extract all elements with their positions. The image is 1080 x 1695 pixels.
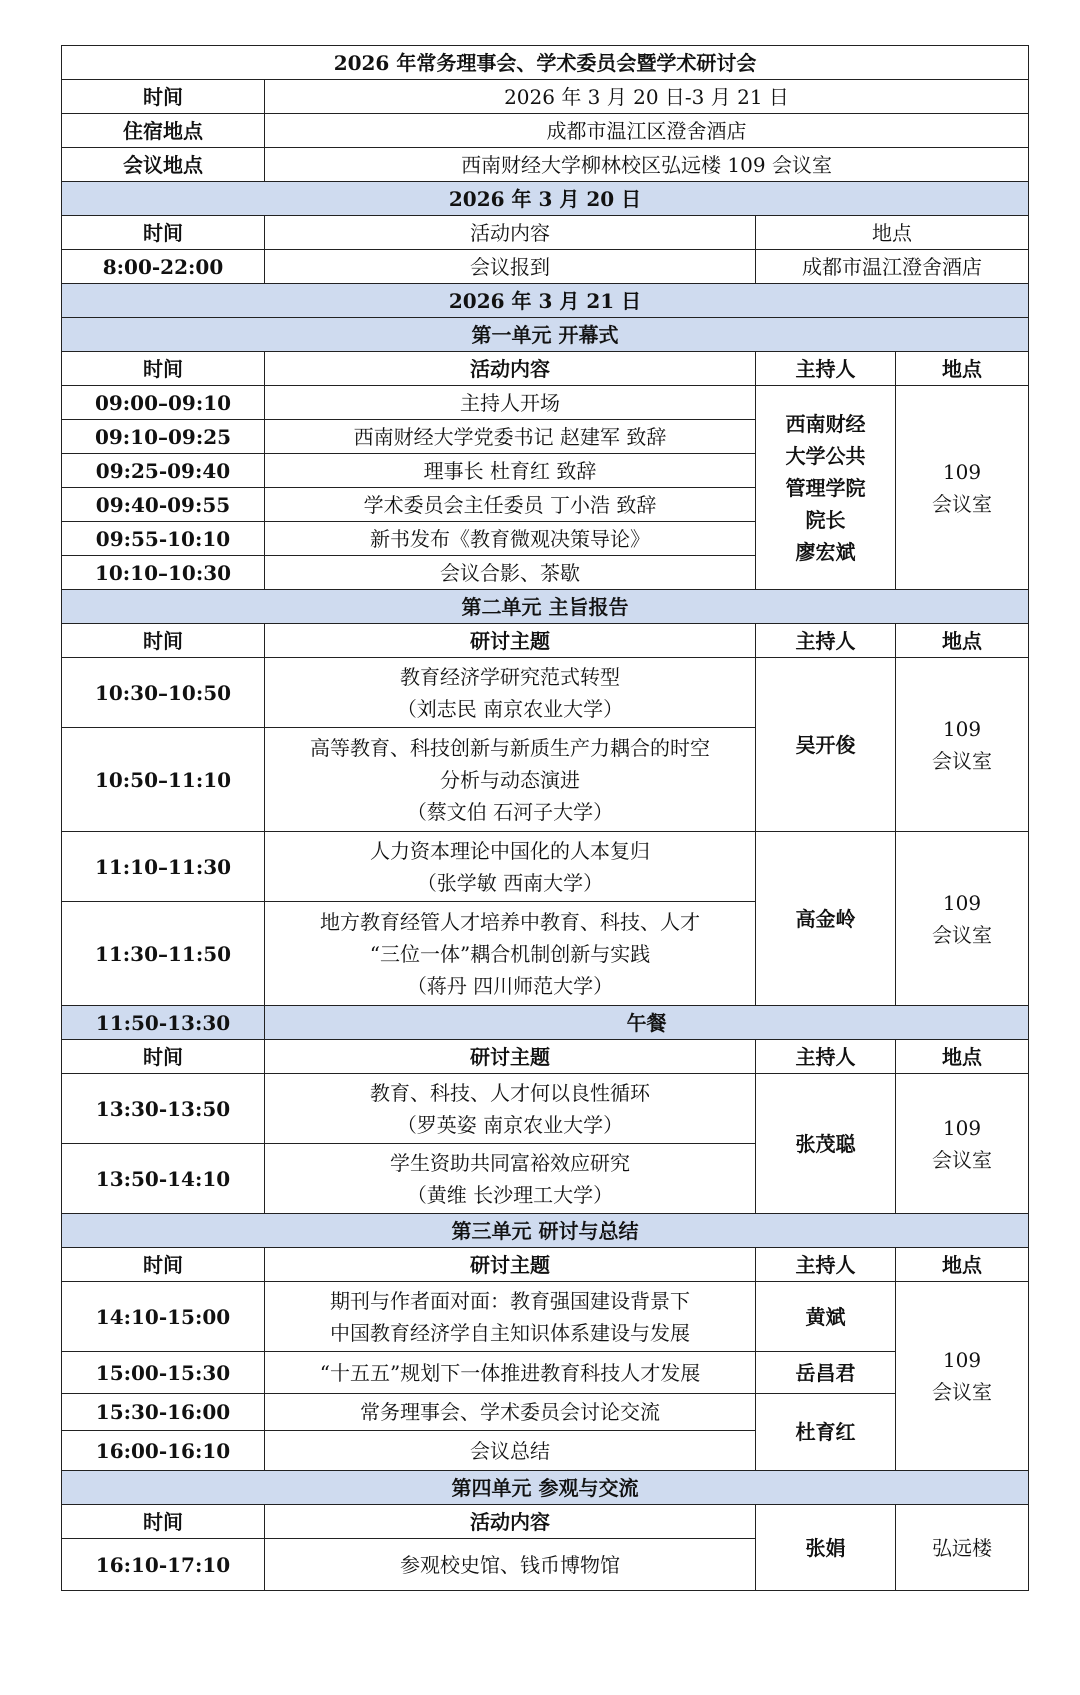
row-time: 13:30-13:50 [62, 1074, 265, 1144]
place-cell: 弘远楼 [896, 1505, 1029, 1591]
table-row [62, 1074, 1029, 1144]
host-line: 廖宏斌 [795, 539, 856, 564]
host-line: 管理学院 [785, 475, 866, 500]
info-value: 西南财经大学柳林校区弘远楼 109 会议室 [265, 148, 1029, 182]
place-line: 109 [942, 716, 982, 741]
row-content: 会议报到 [265, 250, 756, 284]
place-cell [896, 832, 1029, 1006]
row-time: 09:10–09:25 [62, 420, 265, 454]
row-time: 11:30–11:50 [62, 902, 265, 1006]
place-cell [896, 386, 1029, 590]
header-time: 时间 [62, 1505, 265, 1539]
header-row [62, 352, 1029, 386]
info-value: 成都市温江区澄舍酒店 [265, 114, 1029, 148]
row-content: 新书发布《教育微观决策导论》 [265, 522, 756, 556]
row-time: 10:10–10:30 [62, 556, 265, 590]
topic-line: 分析与动态演进 [440, 767, 580, 792]
host-line: 大学公共 [785, 443, 866, 468]
header-time: 时间 [62, 624, 265, 658]
row-time: 09:40-09:55 [62, 488, 265, 522]
host-cell: 张娟 [756, 1505, 896, 1591]
table-row [62, 250, 1029, 284]
row-content: 参观校史馆、钱币博物馆 [265, 1539, 756, 1591]
topic-speaker: （蔡文伯 石河子大学） [406, 799, 614, 824]
table-row [62, 1394, 1029, 1431]
host-cell: 吴开俊 [756, 658, 896, 832]
row-time: 15:30-16:00 [62, 1394, 265, 1431]
header-place: 地点 [896, 1248, 1029, 1282]
header-host: 主持人 [756, 1248, 896, 1282]
header-content: 活动内容 [265, 1505, 756, 1539]
unit-title: 第三单元 研讨与总结 [62, 1214, 1029, 1248]
row-topic [265, 832, 756, 902]
row-topic [265, 902, 756, 1006]
row-content: 会议合影、茶歇 [265, 556, 756, 590]
topic-line: 人力资本理论中国化的人本复归 [370, 838, 650, 863]
info-label: 会议地点 [62, 148, 265, 182]
header-place: 地点 [896, 352, 1029, 386]
row-time: 16:00-16:10 [62, 1431, 265, 1471]
header-topic: 研讨主题 [265, 624, 756, 658]
unit-title: 第四单元 参观与交流 [62, 1471, 1029, 1505]
info-row [62, 148, 1029, 182]
header-place: 地点 [896, 624, 1029, 658]
topic-line: 中国教育经济学自主知识体系建设与发展 [330, 1320, 690, 1345]
host-line: 院长 [805, 507, 846, 532]
header-content: 活动内容 [265, 352, 756, 386]
row-time: 09:25-09:40 [62, 454, 265, 488]
row-time: 11:10–11:30 [62, 832, 265, 902]
header-row [62, 1248, 1029, 1282]
info-label: 时间 [62, 80, 265, 114]
topic-line: 教育、科技、人才何以良性循环 [370, 1080, 650, 1105]
unit-title: 第二单元 主旨报告 [62, 590, 1029, 624]
header-host: 主持人 [756, 1040, 896, 1074]
table-row [62, 832, 1029, 902]
place-line: 109 [942, 1348, 982, 1372]
place-line: 109 [942, 890, 982, 915]
row-topic: 常务理事会、学术委员会讨论交流 [265, 1394, 756, 1431]
header-host: 主持人 [756, 352, 896, 386]
info-row [62, 114, 1029, 148]
row-time: 16:10-17:10 [62, 1539, 265, 1591]
table-row [62, 386, 1029, 420]
info-label: 住宿地点 [62, 114, 265, 148]
header-host: 主持人 [756, 624, 896, 658]
row-topic: 会议总结 [265, 1431, 756, 1471]
host-cell [756, 386, 896, 590]
topic-speaker: （蒋丹 四川师范大学） [406, 973, 614, 998]
place-line: 109 [942, 459, 982, 484]
row-content: 主持人开场 [265, 386, 756, 420]
topic-line: 教育经济学研究范式转型 [400, 664, 620, 689]
topic-speaker: （刘志民 南京农业大学） [396, 696, 624, 721]
topic-speaker: （张学敏 西南大学） [416, 870, 604, 895]
topic-line: 地方教育经管人才培养中教育、科技、人才 [320, 909, 700, 934]
topic-line: 高等教育、科技创新与新质生产力耦合的时空 [310, 735, 710, 760]
row-content: 理事长 杜育红 致辞 [265, 454, 756, 488]
row-content: 西南财经大学党委书记 赵建军 致辞 [265, 420, 756, 454]
row-topic [265, 728, 756, 832]
header-topic: 研讨主题 [265, 1248, 756, 1282]
table-row [62, 1282, 1029, 1352]
row-time: 09:55-10:10 [62, 522, 265, 556]
lunch-label: 午餐 [265, 1006, 1029, 1040]
row-place: 成都市温江澄舍酒店 [756, 250, 1029, 284]
unit-title: 第一单元 开幕式 [62, 318, 1029, 352]
place-line: 会议室 [932, 748, 992, 773]
day-band [62, 182, 1029, 216]
schedule-table [61, 45, 1029, 1591]
topic-line: 学生资助共同富裕效应研究 [390, 1150, 630, 1175]
row-time: 10:50–11:10 [62, 728, 265, 832]
header-time: 时间 [62, 352, 265, 386]
row-time: 10:30–10:50 [62, 658, 265, 728]
row-topic [265, 658, 756, 728]
unit-band [62, 1214, 1029, 1248]
row-time: 8:00-22:00 [62, 250, 265, 284]
table-row [62, 1352, 1029, 1394]
header-time: 时间 [62, 1248, 265, 1282]
day-band [62, 284, 1029, 318]
info-row [62, 80, 1029, 114]
lunch-row [62, 1006, 1029, 1040]
header-time: 时间 [62, 216, 265, 250]
place-line: 会议室 [932, 1147, 992, 1172]
host-line: 西南财经 [785, 411, 866, 436]
row-time: 09:00–09:10 [62, 386, 265, 420]
topic-speaker: （黄维 长沙理工大学） [406, 1182, 614, 1207]
unit-band [62, 1471, 1029, 1505]
title-row [62, 46, 1029, 80]
place-cell [896, 1074, 1029, 1214]
header-topic: 研讨主题 [265, 1040, 756, 1074]
table-title: 2026 年常务理事会、学术委员会暨学术研讨会 [62, 46, 1029, 80]
unit-band [62, 590, 1029, 624]
row-time: 15:00-15:30 [62, 1352, 265, 1394]
header-place: 地点 [756, 216, 1029, 250]
header-row [62, 624, 1029, 658]
place-line: 会议室 [932, 922, 992, 947]
row-content: 学术委员会主任委员 丁小浩 致辞 [265, 488, 756, 522]
host-cell: 杜育红 [756, 1394, 896, 1471]
row-topic [265, 1144, 756, 1214]
place-cell [896, 1282, 1029, 1471]
row-time: 13:50-14:10 [62, 1144, 265, 1214]
day-date: 2026 年 3 月 21 日 [62, 284, 1029, 318]
header-place: 地点 [896, 1040, 1029, 1074]
lunch-time: 11:50-13:30 [62, 1006, 265, 1040]
row-topic [265, 1074, 756, 1144]
host-cell: 高金岭 [756, 832, 896, 1006]
row-topic [265, 1282, 756, 1352]
host-cell: 岳昌君 [756, 1352, 896, 1394]
day-date: 2026 年 3 月 20 日 [62, 182, 1029, 216]
place-cell [896, 658, 1029, 832]
place-line: 会议室 [932, 491, 992, 516]
topic-speaker: （罗英姿 南京农业大学） [396, 1112, 624, 1137]
header-row [62, 216, 1029, 250]
place-line: 109 [942, 1115, 982, 1140]
topic-line: “三位一体”耦合机制创新与实践 [369, 941, 651, 966]
unit-band [62, 318, 1029, 352]
header-row [62, 1505, 1029, 1539]
info-value: 2026 年 3 月 20 日-3 月 21 日 [265, 80, 1029, 114]
header-content: 活动内容 [265, 216, 756, 250]
place-line: 会议室 [932, 1380, 992, 1404]
row-topic: “十五五”规划下一体推进教育科技人才发展 [265, 1352, 756, 1394]
header-row [62, 1040, 1029, 1074]
host-cell: 张茂聪 [756, 1074, 896, 1214]
header-time: 时间 [62, 1040, 265, 1074]
topic-line: 期刊与作者面对面：教育强国建设背景下 [330, 1288, 690, 1313]
table-row [62, 658, 1029, 728]
host-cell: 黄斌 [756, 1282, 896, 1352]
row-time: 14:10-15:00 [62, 1282, 265, 1352]
